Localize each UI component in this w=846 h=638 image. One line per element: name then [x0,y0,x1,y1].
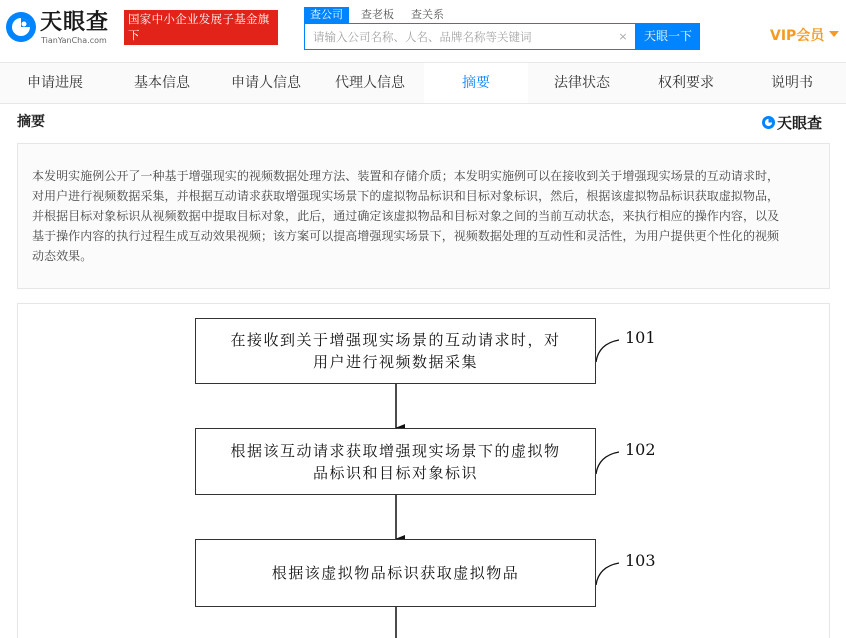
site-logo[interactable] [4,8,122,48]
flow-step-text: 在接收到关于增强现实场景的互动请求时，对 [230,331,561,349]
flow-step-101 [195,318,596,384]
abstract-box [17,143,830,289]
vip-label: VIP会员 [770,28,825,44]
tianyancha-logo-icon [4,10,38,44]
section-watermark-logo [761,113,831,133]
tab-agent-info[interactable]: 代理人信息 [335,75,405,91]
banner-line-1: 国家中小企业发展子基金旗下 [128,12,270,42]
flow-step-label: 103 [625,551,656,570]
section-title: 摘要 [17,114,45,130]
vip-member-menu[interactable] [770,26,839,46]
flow-step-text: 品标识和目标对象标识 [312,463,478,482]
search-button[interactable]: 天眼一下 [636,23,700,50]
tab-applicant-info[interactable]: 申请人信息 [231,75,301,91]
search-tab-company[interactable]: 查公司 [304,7,349,23]
tab-application-progress[interactable]: 申请进展 [27,75,83,91]
tianyancha-small-logo-icon [761,115,776,130]
search-tab-boss[interactable]: 查老板 [361,8,394,21]
abstract-line: 本发明实施例公开了一种基于增强现实的视频数据处理方法、装置和存储介质；本发明实施例可以在接收到关于增强现实场景的互动请求时， [32,169,780,183]
flow-step-label: 101 [625,328,656,347]
tab-claims[interactable]: 权利要求 [658,75,714,91]
patent-section-tabs [0,62,846,104]
abstract-line: 对用户进行视频数据采集，并根据互动请求获取增强现实场景下的虚拟物品标识和目标对象标识，然后，根据该虚拟物品标识获取虚拟物品， [32,189,780,203]
flow-step-103 [195,539,596,607]
tab-basic-info[interactable]: 基本信息 [134,75,190,91]
tab-abstract[interactable]: 摘要 [424,63,528,103]
tab-legal-status[interactable]: 法律状态 [554,75,610,91]
flow-step-label: 102 [625,440,656,459]
flow-step-text: 根据该虚拟物品标识获取虚拟物品 [271,564,520,582]
abstract-figure [17,303,830,638]
abstract-line: 动态效果。 [32,249,93,263]
top-header [0,0,846,62]
flow-step-102 [195,428,596,495]
label-leader-101 [596,340,619,362]
clear-icon[interactable]: × [618,30,628,43]
logo-domain: TianYanCha.com [41,36,107,45]
search-box [304,23,636,50]
abstract-text [32,166,815,266]
label-leader-102 [596,452,619,474]
tab-description[interactable]: 说明书 [771,75,813,91]
official-banner[interactable] [124,10,278,58]
label-leader-103 [596,563,619,585]
abstract-line: 基于操作内容的执行过程生成互动效果视频；该方案可以提高增强现实场景下，视频数据处理的互动性和灵活性，为用户提供更个性化的视频 [32,229,780,243]
logo-text: 天眼查 [40,10,110,35]
caret-down-icon [829,31,839,37]
search-input[interactable] [313,28,613,46]
flow-step-text: 根据该互动请求获取增强现实场景下的虚拟物 [230,441,561,460]
search-tab-relation[interactable]: 查关系 [411,8,444,21]
section-logo-text: 天眼查 [777,114,823,132]
abstract-line: 并根据目标对象标识从视频数据中提取目标对象，此后，通过确定该虚拟物品和目标对象之间的当前互动状态，来执行相应的操作内容，以及 [32,209,780,223]
banner-line-2: 官方备案企业征信机构 [128,44,246,58]
flow-step-text: 用户进行视频数据采集 [312,353,478,371]
